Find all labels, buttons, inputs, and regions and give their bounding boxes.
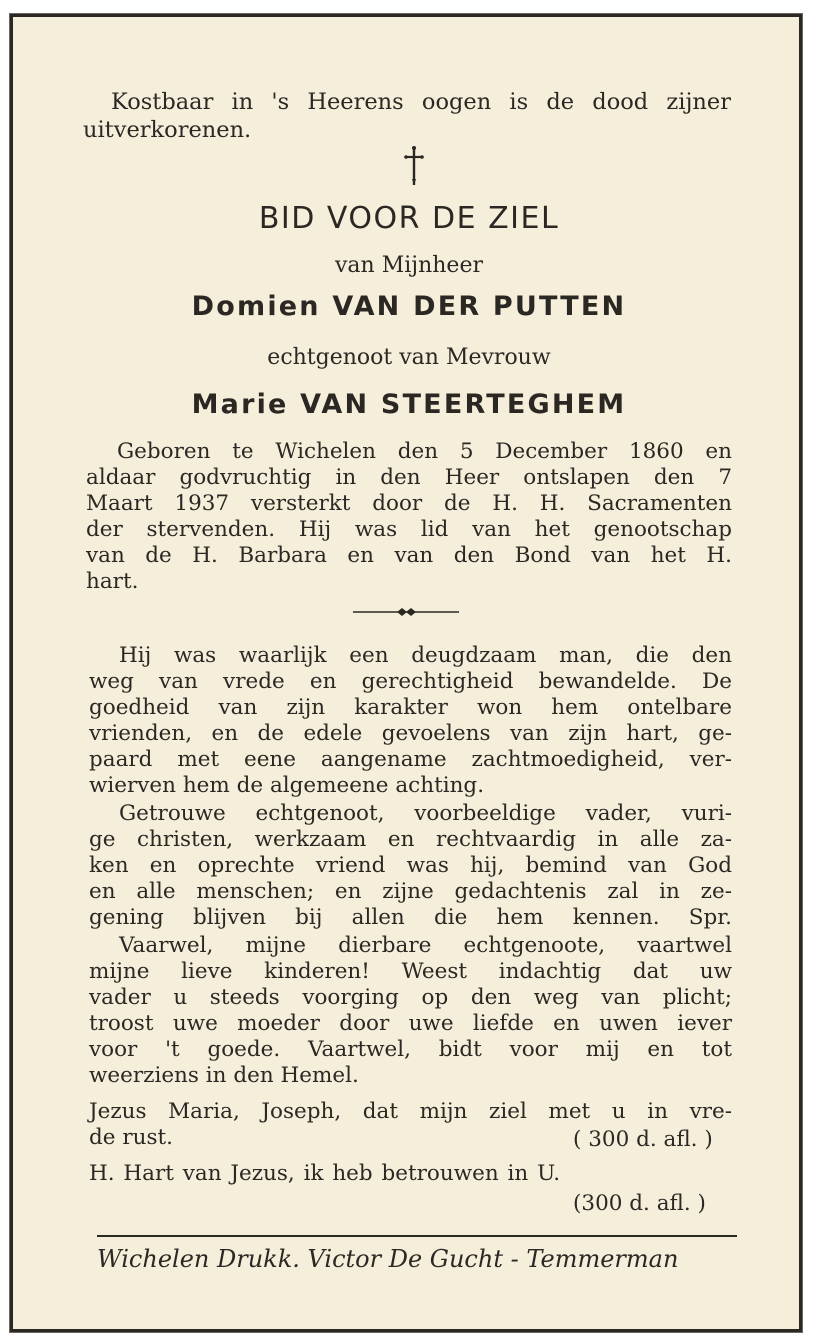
farewell-line: troost uwe moeder door uwe liefde en uwen iever	[89, 1011, 732, 1036]
biography-line: aldaar godvruchtig in den Heer ontslapen den 7	[86, 465, 732, 490]
character-line: gening blijven bij allen die hem kennen. Spr.	[89, 905, 732, 930]
eulogy-line: goedheid van zijn karakter won hem ontelbare	[89, 695, 732, 720]
cross-icon	[403, 145, 425, 189]
biography-line: Maart 1937 versterkt door de H. H. Sacramenten	[86, 491, 732, 516]
memorial-card	[10, 14, 802, 1332]
farewell-line: voor 't goede. Vaartwel, bidt voor mij en tot	[89, 1037, 732, 1062]
prayer-1-indulgence: ( 300 d. afl. )	[573, 1127, 713, 1152]
farewell-line: Vaarwel, mijne dierbare echtgenoote, vaartwel	[119, 933, 732, 958]
eulogy-line: weg van vrede en gerechtigheid bewandelde. De	[89, 669, 732, 694]
farewell-line: weerziens in den Hemel.	[89, 1063, 359, 1088]
prayer-1-line-2: de rust.	[89, 1125, 173, 1150]
eulogy-line: wierven hem de algemeene achting.	[89, 773, 485, 798]
character-line: ge christen, werkzaam en rechtvaardig in alle za-	[89, 827, 732, 852]
prayer-2: H. Hart van Jezus, ik heb betrouwen in U.	[89, 1161, 561, 1186]
biography-line: van de H. Barbara en van den Bond van het H.	[86, 543, 732, 568]
printer-credit: Wichelen Drukk. Victor De Gucht - Temmerman	[97, 1245, 679, 1273]
eulogy-line: Hij was waarlijk een deugdzaam man, die den	[119, 643, 732, 668]
biography-line: hart.	[86, 569, 139, 594]
prayer-1-line-1: Jezus Maria, Joseph, dat mijn ziel met u in vre-	[89, 1099, 732, 1124]
title: BID VOOR DE ZIEL	[258, 201, 560, 236]
character-line: en alle menschen; en zijne gedachtenis zal in ze-	[89, 879, 732, 904]
spouse-name: Marie VAN STEERTEGHEM	[191, 389, 627, 420]
intro-line: van Mijnheer	[335, 253, 483, 278]
footer-rule	[97, 1235, 737, 1237]
biography-line: der stervenden. Hij was lid van het genootschap	[86, 517, 732, 542]
deceased-name: Domien VAN DER PUTTEN	[191, 291, 627, 322]
farewell-line: mijne lieve kinderen! Weest indachtig dat uw	[89, 959, 732, 984]
character-line: Getrouwe echtgenoot, voorbeeldige vader, vuri-	[119, 801, 732, 826]
eulogy-line: vrienden, en de edele gevoelens van zijn hart, ge-	[89, 721, 732, 746]
farewell-line: vader u steeds voorging op den weg van plicht;	[89, 985, 732, 1010]
spouse-intro-line: echtgenoot van Mevrouw	[267, 345, 551, 370]
eulogy-line: paard met eene aangename zachtmoedigheid, ver-	[89, 747, 732, 772]
biography-line: Geboren te Wichelen den 5 December 1860 en	[117, 439, 732, 464]
ornament-divider	[351, 605, 461, 619]
character-line: ken en oprechte vriend was hij, bemind van God	[89, 853, 732, 878]
prayer-2-indulgence: (300 d. afl. )	[573, 1191, 706, 1216]
header-quote-line-2: uitverkorenen.	[83, 117, 252, 143]
header-quote-line-1: Kostbaar in 's Heerens oogen is de dood zijner	[111, 89, 731, 115]
